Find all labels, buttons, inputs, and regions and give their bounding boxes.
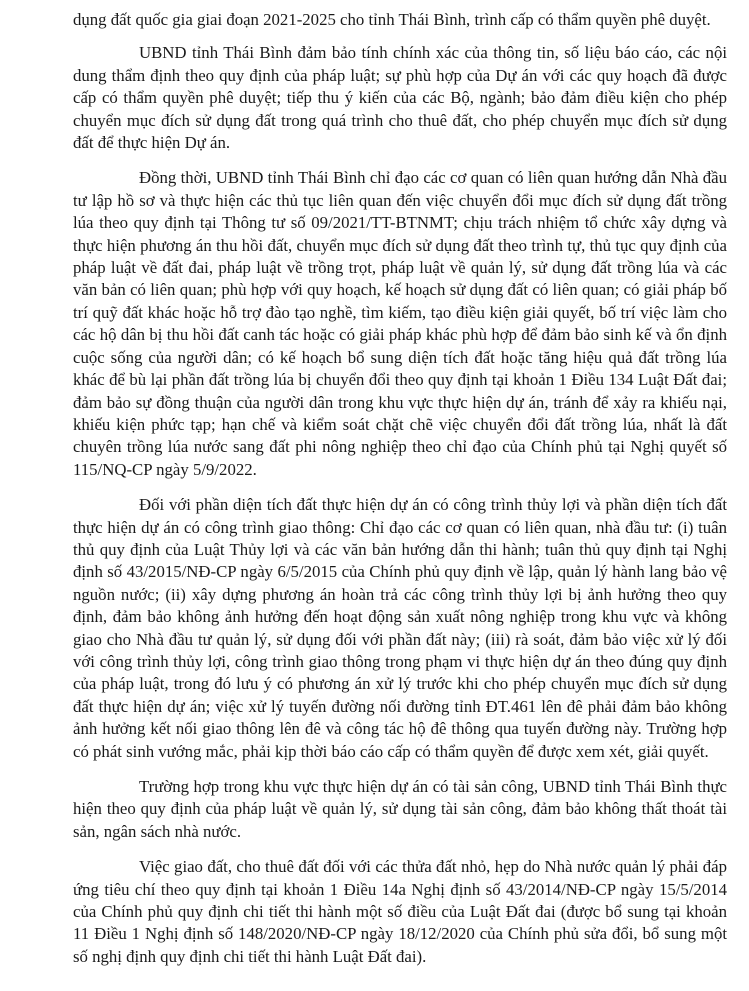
- paragraph-accuracy-commitment: UBND tỉnh Thái Bình đảm bảo tính chính xác của thông tin, số liệu báo cáo, các nội dung thẩm định theo quy định của pháp luật; sự phù hợp của Dự án với các quy hoạch đã được cấp có thẩm quyền phê duyệt; tiếp thu ý kiến của các Bộ, ngành; bảo đảm điều kiện cho phép chuyển mục đích sử dụng đất trong quá trình cho thuê đất, cho phép chuyển mục đích sử dụng đất để thực hiện Dự án.: [73, 43, 727, 153]
- paragraph-public-assets: Trường hợp trong khu vực thực hiện dự án có tài sản công, UBND tỉnh Thái Bình thực hiện theo quy định của pháp luật về quản lý, sử dụng tài sản công, đảm bảo không thất thoát tài sản, ngân sách nhà nước.: [73, 777, 727, 841]
- paragraph-continuation: dụng đất quốc gia giai đoạn 2021-2025 cho tỉnh Thái Bình, trình cấp có thẩm quyền phê duyệt.: [73, 10, 711, 29]
- paragraph-irrigation-transport-works: Đối với phần diện tích đất thực hiện dự án có công trình thủy lợi và phần diện tích đất thực hiện dự án có công trình giao thông: Chỉ đạo các cơ quan có liên quan, nhà đầu tư: (i) tuân thủ quy định của Luật Thủy lợi và các văn bản hướng dẫn thi hành; tuân thủ quy định tại Nghị định số 43/2015/NĐ-CP ngày 6/5/2015 của Chính phủ quy định về lập, quản lý hành lang bảo vệ nguồn nước; (ii) xây dựng phương án hoàn trả các công trình thủy lợi bị ảnh hưởng theo quy định, đảm bảo không ảnh hưởng đến hoạt động sản xuất nông nghiệp trong khu vực và không giao cho Nhà đầu tư quản lý, sử dụng đối với phần đất này; (iii) rà soát, đảm bảo việc xử lý đối với công trình thủy lợi, công trình giao thông trong phạm vi thực hiện dự án theo đúng quy định của pháp luật, trong đó lưu ý có phương án xử lý trước khi cho phép chuyển mục đích sử dụng đất thực hiện dự án; việc xử lý tuyến đường nối đường tỉnh ĐT.461 lên đê phải đảm bảo không ảnh hưởng kết nối giao thông lên đê và công tác hộ đê thông qua tuyến đường này. Trường hợp có phát sinh vướng mắc, phải kịp thời báo cáo cấp có thẩm quyền để được xem xét, giải quyết.: [73, 495, 727, 761]
- paragraph-small-land-plots: Việc giao đất, cho thuê đất đối với các thửa đất nhỏ, hẹp do Nhà nước quản lý phải đáp ứng tiêu chí theo quy định tại khoản 1 Điều 14a Nghị định số 43/2014/NĐ-CP ngày 15/5/2014 của Chính phủ quy định chi tiết thi hành một số điều của Luật Đất đai (được bổ sung tại khoản 11 Điều 1 Nghị định số 148/2020/NĐ-CP ngày 18/12/2020 của Chính phủ sửa đổi, bổ sung một số nghị định quy định chi tiết thi hành Luật Đất đai).: [73, 857, 727, 966]
- paragraph-land-conversion-guidance: Đồng thời, UBND tỉnh Thái Bình chỉ đạo các cơ quan có liên quan hướng dẫn Nhà đầu tư lập hồ sơ và thực hiện các thủ tục liên quan đến việc chuyển đổi mục đích sử dụng đất trồng lúa theo quy định tại Thông tư số 09/2021/TT-BTNMT; chịu trách nhiệm tổ chức xây dựng và thực hiện phương án thu hồi đất, chuyển mục đích sử dụng đất theo trình tự, thủ tục quy định của pháp luật về đất đai, pháp luật về trồng trọt, pháp luật về quản lý, sử dụng đất trồng lúa và các văn bản có liên quan; phù hợp với quy hoạch, kế hoạch sử dụng đất có liên quan; có giải pháp bố trí quỹ đất khác hoặc hỗ trợ đào tạo nghề, tìm kiếm, tạo điều kiện giải quyết, bố trí việc làm cho các hộ dân bị thu hồi đất canh tác hoặc có giải pháp khác phù hợp để đảm bảo sinh kế và ổn định cuộc sống của người dân; có kế hoạch bổ sung diện tích đất hoặc tăng hiệu quả đất trồng lúa khác để bù lại phần đất trồng lúa bị chuyển đổi theo quy định tại khoản 1 Điều 134 Luật Đất đai; đảm bảo sự đồng thuận của người dân trong khu vực thực hiện dự án, tránh để xảy ra khiếu nại, khiếu kiện phức tạp; hạn chế và kiểm soát chặt chẽ việc chuyển đổi đất trồng lúa, nhất là đất chuyên trồng lúa nước sang đất phi nông nghiệp theo chỉ đạo của Chính phủ tại Nghị quyết số 115/NQ-CP ngày 5/9/2022.: [73, 168, 727, 479]
